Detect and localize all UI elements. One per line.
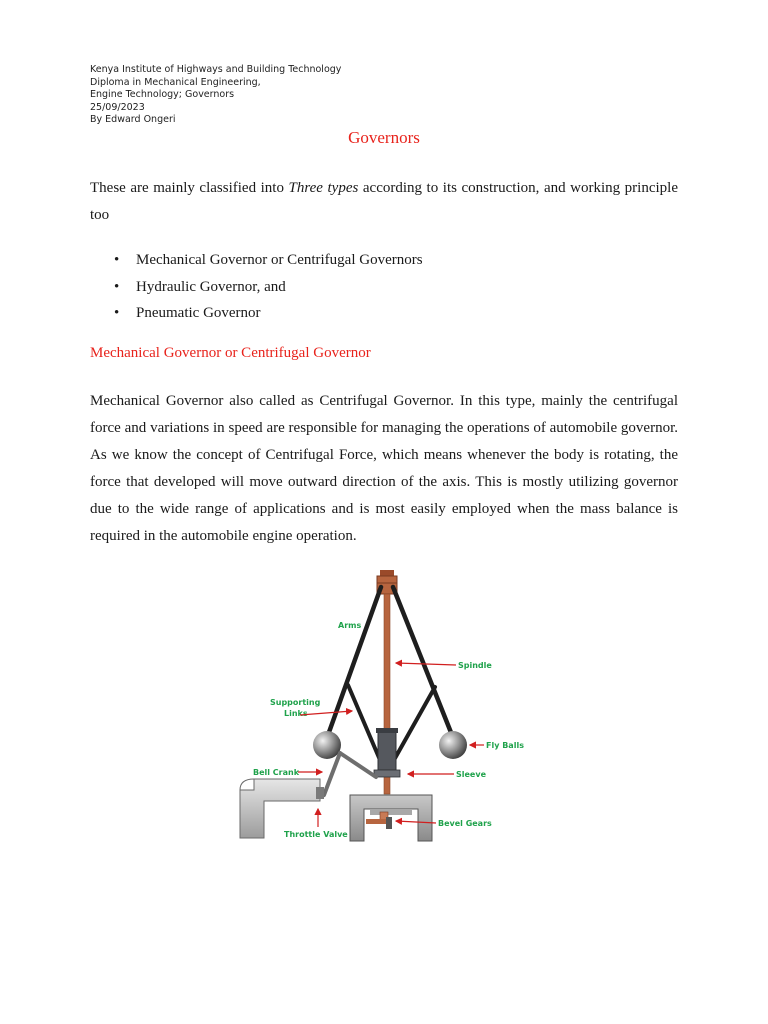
- intro-emphasis: Three types: [288, 180, 359, 196]
- governor-diagram: [240, 565, 524, 845]
- list-item-text: Pneumatic Governor: [136, 305, 261, 321]
- bullet-icon: •: [114, 305, 120, 321]
- section-heading: Mechanical Governor or Centrifugal Governor: [90, 345, 371, 361]
- list-item: [90, 300, 423, 327]
- governor-types-list: [90, 247, 423, 327]
- bell-crank: [324, 753, 376, 795]
- bullet-icon: •: [114, 278, 120, 295]
- header-institute: Kenya Institute of Highways and Building Technology: [90, 64, 342, 75]
- list-item: [90, 274, 423, 301]
- intro-text-start: These are mainly classified into: [90, 180, 289, 196]
- list-item-text: Mechanical Governor or Centrifugal Governors: [136, 252, 423, 268]
- header-course: Engine Technology; Governors: [90, 89, 235, 100]
- header-date: 25/09/2023: [90, 101, 145, 113]
- fly-ball-right: [439, 731, 467, 759]
- label-supporting: Supporting: [270, 698, 321, 707]
- intro-paragraph: [90, 175, 678, 228]
- page-title: Governors: [348, 128, 420, 147]
- centrifugal-governor-figure: [240, 565, 524, 845]
- label-throttle-valve: Throttle Valve: [284, 830, 348, 839]
- bullet-icon: •: [114, 252, 120, 268]
- label-fly-balls: Fly Balls: [486, 741, 524, 750]
- gear-housing: [350, 795, 432, 841]
- list-item: [90, 247, 423, 274]
- header-author: By Edward Ongeri: [90, 114, 176, 125]
- label-arms: Arms: [338, 621, 362, 630]
- label-spindle: Spindle: [458, 661, 492, 670]
- label-links: Links: [284, 709, 308, 718]
- intro-text-end: according to its construction, and working principle too: [90, 180, 678, 223]
- label-bevel-gears: Bevel Gears: [438, 819, 492, 828]
- fly-ball-left: [313, 731, 341, 759]
- label-sleeve: Sleeve: [456, 770, 486, 779]
- label-bell-crank: Bell Crank: [253, 768, 300, 777]
- body-paragraph: Mechanical Governor also called as Centrifugal Governor. In this type, mainly the centrifugal force and variations in speed are responsible for managing the operations of automobile governor. As we know the concept of Centrifugal Force, which means whenever the body is rotating, the force that developed will move outward direction of the axis. This is mostly utilizing governor due to the wide range of applications and is most easily employed when the mass balance is required in the automobile engine operation.: [90, 393, 678, 544]
- header-diploma: Diploma in Mechanical Engineering,: [90, 76, 261, 88]
- sleeve: [374, 728, 400, 777]
- document-header: [90, 64, 341, 127]
- list-item-text: Hydraulic Governor, and: [136, 278, 286, 295]
